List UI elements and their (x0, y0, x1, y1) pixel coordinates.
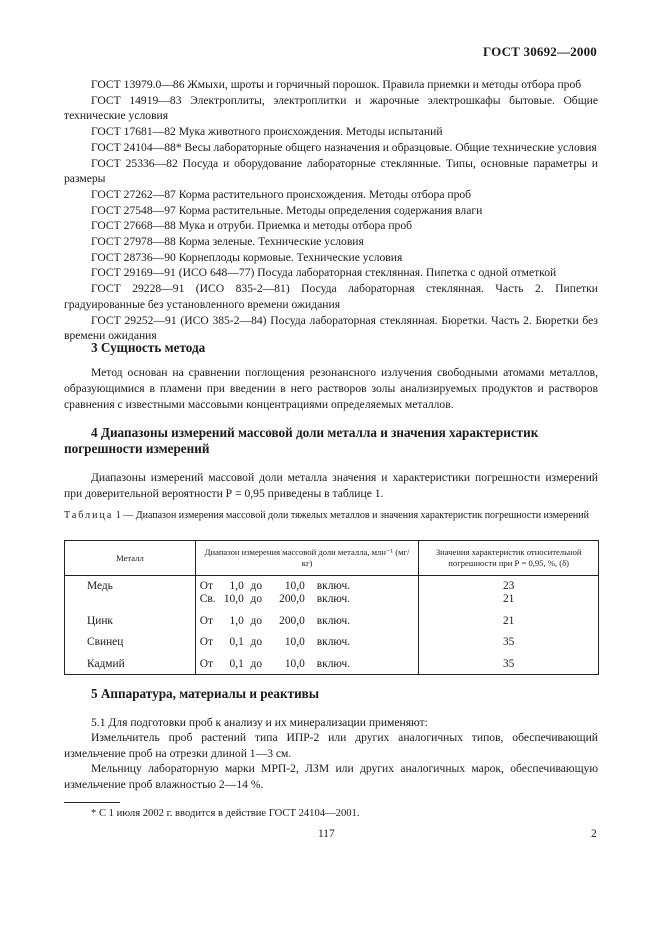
reference-item: ГОСТ 14919—83 Электроплиты, электроплитки и жарочные электрошкафы бытовые. Общие технические условия (64, 93, 598, 123)
normative-references-list (64, 77, 598, 344)
error-cell: 23 (419, 576, 599, 594)
reference-item: ГОСТ 29252—91 (ИСО 385-2—84) Посуда лабораторная стеклянная. Бюретки. Часть 2. Бюретки без времени ожидания (64, 313, 598, 343)
table-row (65, 607, 599, 628)
header-error: Значения характеристик относительной погрешности при Р = 0,95, %, (δ) (419, 541, 599, 576)
section-5-heading: 5 Аппаратура, материалы и реактивы (91, 686, 320, 701)
reference-item: ГОСТ 27978—88 Корма зеленые. Технические условия (91, 235, 364, 249)
table-row (65, 650, 599, 675)
table-caption (64, 509, 598, 522)
error-cell: 35 (419, 650, 599, 675)
reference-item: ГОСТ 27548—97 Корма растительные. Методы определения содержания влаги (91, 203, 483, 217)
range-cell: Св. 10,0 до 200,0 включ. (195, 593, 419, 606)
section-5-paragraph-2: Измельчитель проб растений типа ИПР-2 или других аналогичных типов, обеспечивающий измельчение проб на отрезки длиной 1—3 см. (64, 731, 598, 760)
range-cell: От 1,0 до 200,0 включ. (195, 607, 419, 628)
metal-cell: Медь (65, 576, 196, 594)
reference-item: ГОСТ 29228—91 (ИСО 835-2—81) Посуда лабораторная стеклянная. Часть 2. Пипетки градуированные без установленного времени ожидания (64, 282, 598, 311)
section-4-heading: 4 Диапазоны измерений массовой доли металла и значения характеристик погрешности измерений (64, 425, 539, 456)
reference-item: ГОСТ 27262—87 Корма растительного происхождения. Методы отбора проб (91, 187, 472, 201)
error-cell: 35 (419, 628, 599, 649)
footnote: * С 1 июля 2002 г. вводится в действие ГОСТ 24104—2001. (91, 808, 360, 819)
metal-cell: Цинк (65, 607, 196, 628)
metal-cell: Кадмий (65, 650, 196, 675)
metal-cell: Свинец (65, 628, 196, 649)
table-row (65, 628, 599, 649)
reference-item: ГОСТ 13979.0—86 Жмыхи, шроты и горчичный порошок. Правила приемки и методы отбора проб (91, 78, 582, 91)
error-cell: 21 (419, 607, 599, 628)
reference-item: ГОСТ 28736—90 Корнеплоды кормовые. Технические условия (91, 250, 403, 264)
reference-item: ГОСТ 25336—82 Посуда и оборудование лабораторные стеклянные. Типы, основные параметры и размеры (64, 156, 598, 186)
page-number-right: 2 (591, 828, 597, 840)
document-code-header: ГОСТ 30692—2000 (482, 44, 597, 59)
table-caption-text: 1 — Диапазон измерения массовой доли тяжелых металлов и значения характеристик погрешности измерений (113, 510, 589, 521)
footnote-divider (64, 802, 120, 803)
page-number-center: 117 (318, 828, 335, 840)
table-caption-label: Таблица (64, 510, 114, 521)
error-cell: 21 (419, 593, 599, 606)
header-metal: Металл (65, 541, 196, 576)
range-cell: От 0,1 до 10,0 включ. (195, 650, 419, 675)
range-cell: От 1,0 до 10,0 включ. (195, 576, 419, 594)
section-5-paragraph-3: Мельницу лабораторную марки МРП-2, ЛЗМ или других аналогичных марок, обеспечивающую измельчение проб влажностью 2—14 %. (64, 762, 598, 791)
section-3-heading: 3 Сущность метода (91, 340, 206, 355)
reference-item: ГОСТ 27668—88 Мука и отруби. Приемка и методы отбора проб (91, 219, 413, 233)
measurement-range-table (64, 540, 599, 675)
table-header-row (65, 541, 599, 576)
reference-item: ГОСТ 17681—82 Мука животного происхождения. Методы испытаний (91, 125, 443, 139)
section-5-paragraph-1: 5.1 Для подготовки проб к анализу и их минерализации применяют: (91, 716, 428, 729)
table-row (65, 576, 599, 594)
table-row (65, 593, 599, 606)
range-cell: От 0,1 до 10,0 включ. (195, 628, 419, 649)
section-4-text: Диапазоны измерений массовой доли металла значения и характеристики погрешности измерений при доверительной вероятности Р = 0,95 приведены в таблице 1. (64, 471, 598, 500)
metal-cell (65, 593, 196, 606)
reference-item: ГОСТ 29169—91 (ИСО 648—77) Посуда лабораторная стеклянная. Пипетка с одной отметкой (91, 266, 557, 280)
section-3-text: Метод основан на сравнении поглощения резонансного излучения свободными атомами металлов, образующимися в пламени при введении в него растворов золы анализируемых продуктов и растворов сравнения с известными массовыми концентрациями определяемых металлов. (64, 366, 598, 411)
header-range: Диапазон измерения массовой доли металла, млн⁻¹ (мг/кг) (195, 541, 419, 576)
reference-item: ГОСТ 24104—88* Весы лабораторные общего назначения и образцовые. Общие технические условия (91, 140, 597, 154)
